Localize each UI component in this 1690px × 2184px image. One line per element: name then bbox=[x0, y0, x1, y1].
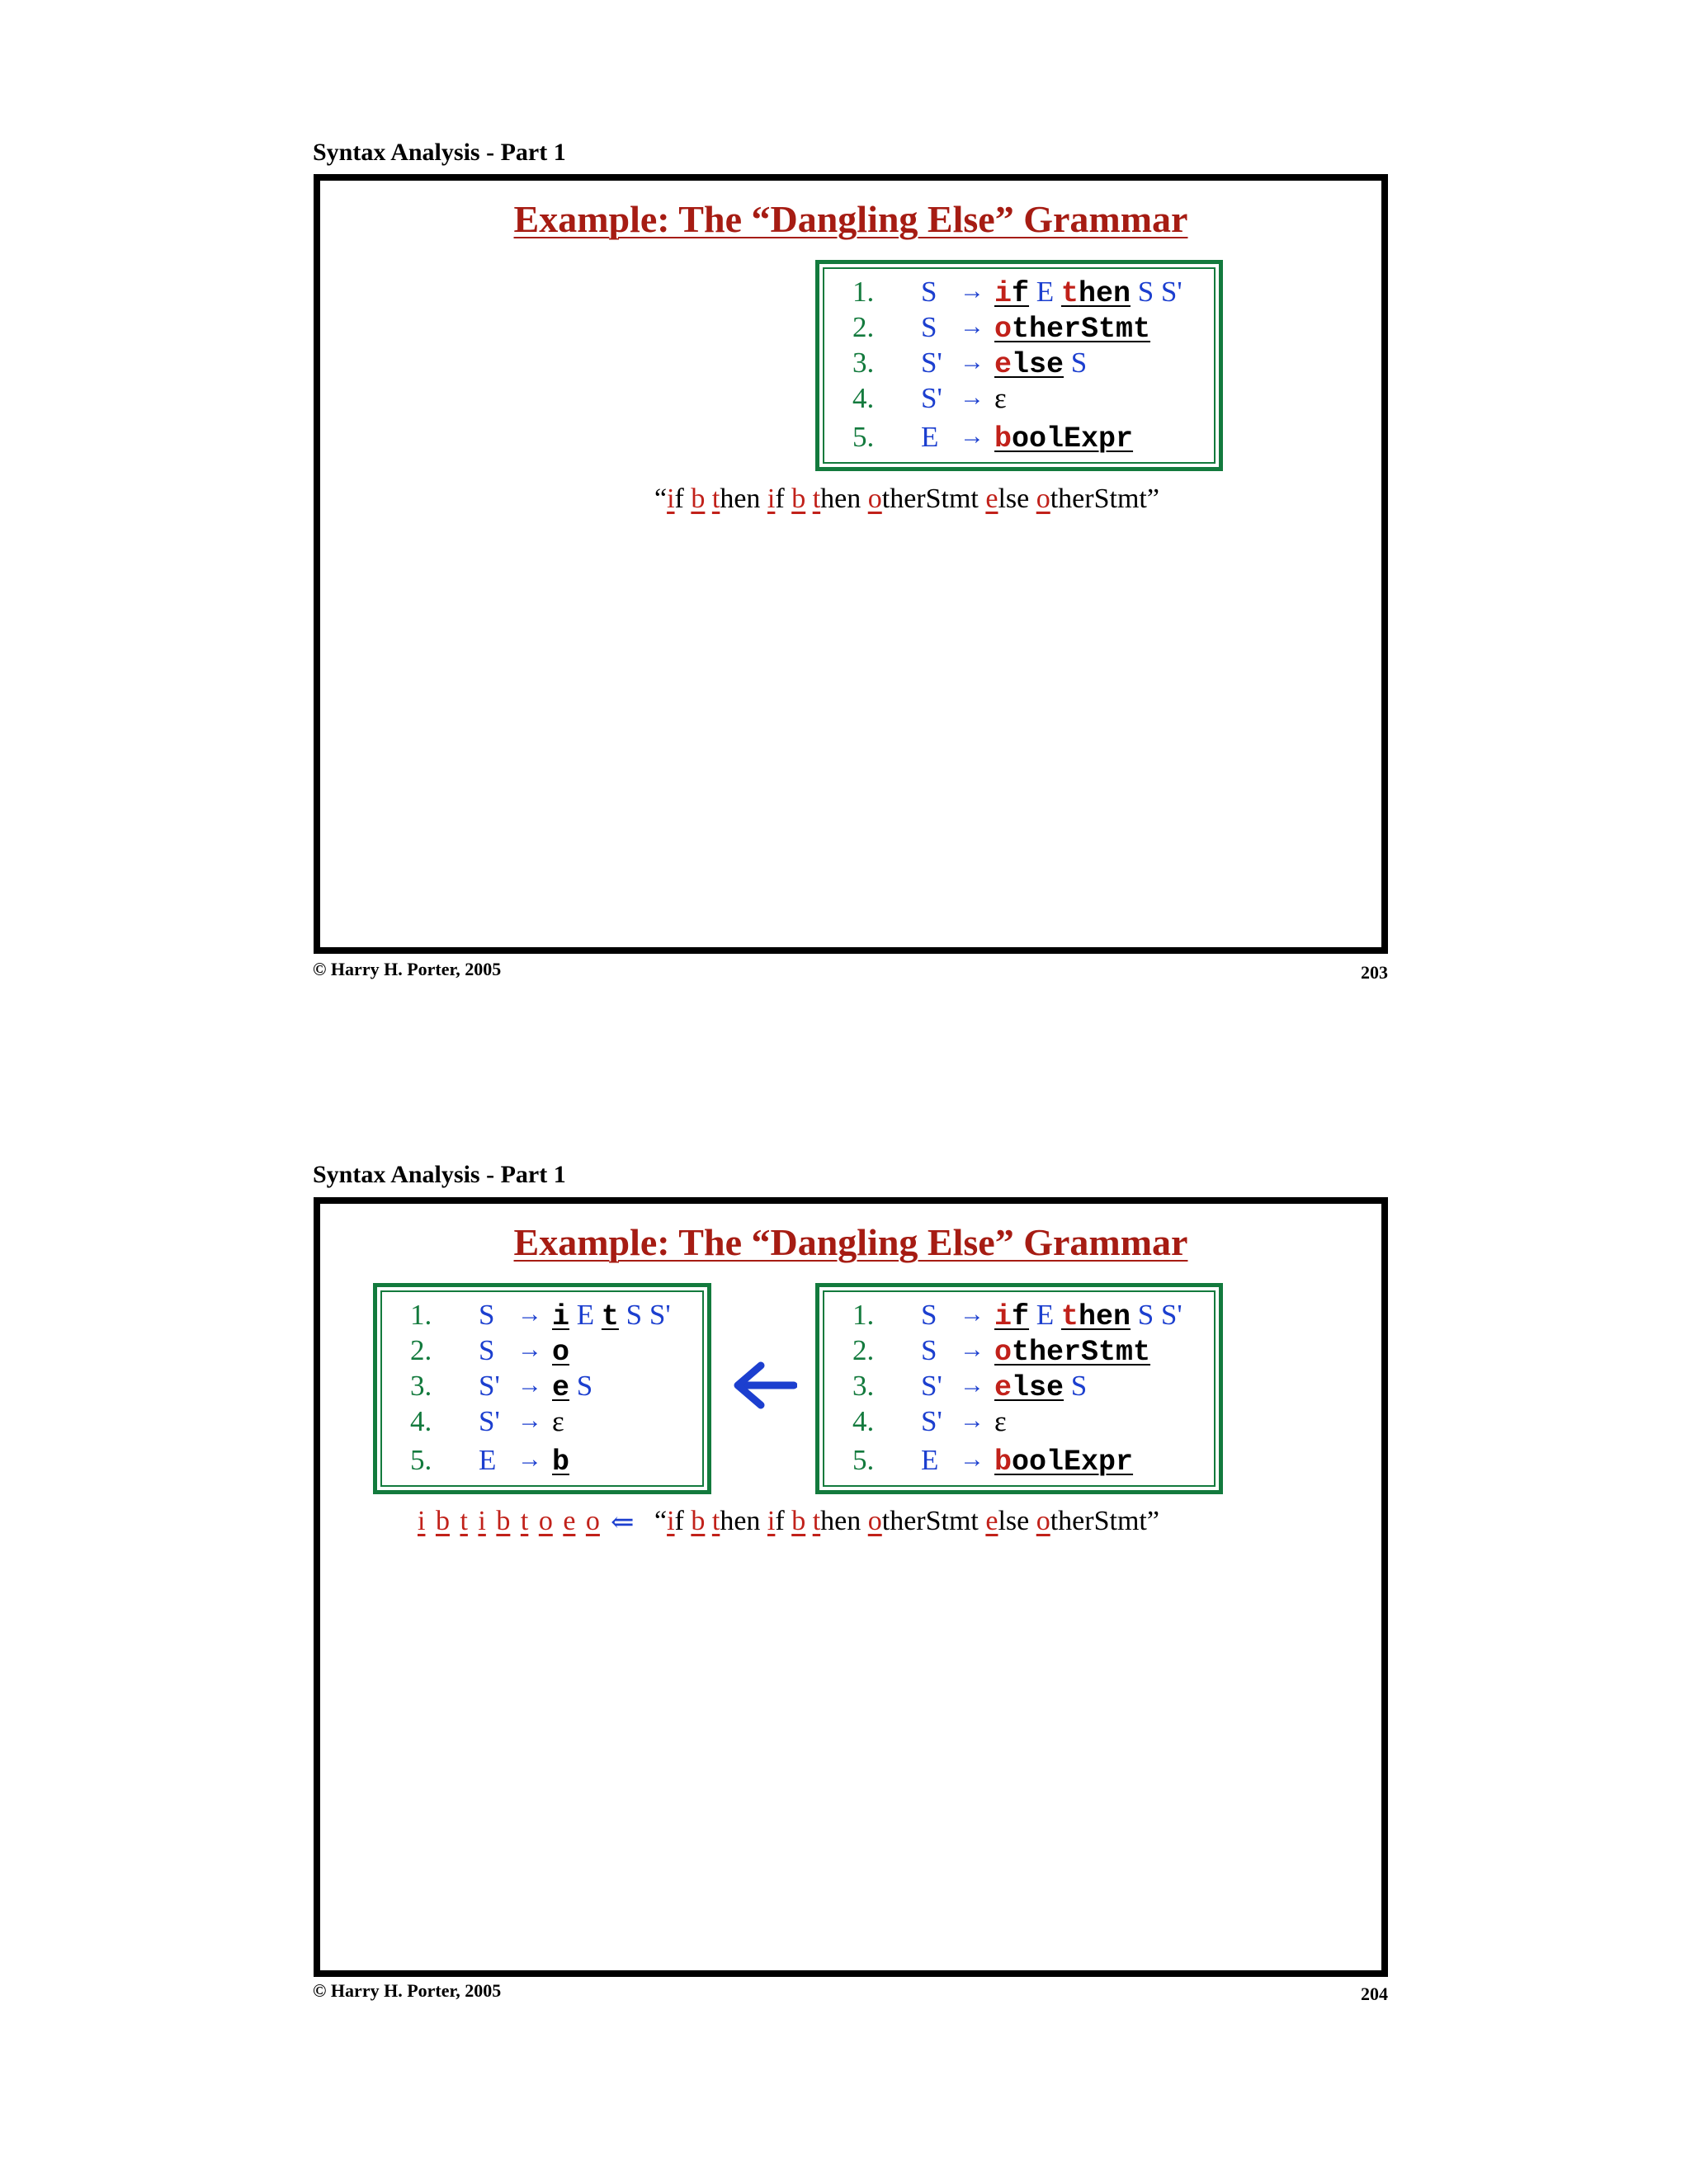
token-sequence bbox=[418, 1506, 600, 1537]
implies-arrow: ⇐ bbox=[611, 1507, 635, 1538]
rule-rhs: i E t S S' bbox=[552, 1299, 671, 1333]
token: b bbox=[496, 1506, 511, 1536]
rule-rhs: else S bbox=[994, 1370, 1088, 1404]
rule-rhs: otherStmt bbox=[994, 313, 1151, 346]
example-sentence: “if b then if b then otherStmt else otherStmt” bbox=[654, 1506, 1159, 1536]
token: o bbox=[585, 1506, 600, 1536]
rule-rhs: if E then S S' bbox=[994, 276, 1183, 310]
example-sentence: “if b then if b then otherStmt else otherStmt” bbox=[654, 483, 1159, 514]
copyright: © Harry H. Porter, 2005 bbox=[313, 1980, 502, 2001]
page-number: 203 bbox=[1361, 962, 1388, 983]
rule-rhs: boolExpr bbox=[994, 422, 1134, 455]
rule-rhs: otherStmt bbox=[994, 1336, 1151, 1369]
epsilon: ε bbox=[552, 1405, 564, 1437]
rule-rhs: e S bbox=[552, 1370, 593, 1404]
token: e bbox=[563, 1506, 576, 1536]
original-grammar-box: 1. S → if E then S S' 2. S → otherStmt 3. S' → else S 4. S' → ε 5. E → boolExpr bbox=[815, 260, 1223, 471]
token: t bbox=[520, 1506, 529, 1536]
epsilon: ε bbox=[994, 1405, 1007, 1437]
rule-rhs: o bbox=[552, 1336, 570, 1369]
slide-frame bbox=[314, 1197, 1388, 1977]
abbreviated-grammar-box: 1. S → i E t S S' 2. S → o 3. S' → e S 4. S' → ε 5. E → b bbox=[373, 1283, 711, 1494]
rule-rhs: if E then S S' bbox=[994, 1299, 1183, 1333]
epsilon: ε bbox=[994, 382, 1007, 414]
token: b bbox=[435, 1506, 450, 1536]
copyright: © Harry H. Porter, 2005 bbox=[313, 959, 502, 979]
slide-header: Syntax Analysis - Part 1 bbox=[313, 139, 566, 166]
left-arrow-icon bbox=[729, 1361, 797, 1410]
rule-rhs: boolExpr bbox=[994, 1446, 1134, 1479]
original-grammar-box: 1. S → if E then S S' 2. S → otherStmt 3. S' → else S 4. S' → ε 5. E → boolExpr bbox=[815, 1283, 1223, 1494]
slide-title: Example: The “Dangling Else” Grammar bbox=[513, 1221, 1188, 1263]
token: i bbox=[478, 1506, 486, 1536]
rule-rhs: else S bbox=[994, 347, 1088, 381]
token: o bbox=[538, 1506, 553, 1536]
rule-rhs: b bbox=[552, 1446, 570, 1479]
slide-header: Syntax Analysis - Part 1 bbox=[313, 1161, 566, 1188]
slide-frame bbox=[314, 174, 1388, 954]
page-number: 204 bbox=[1361, 1984, 1388, 2004]
token: i bbox=[418, 1506, 426, 1536]
slide-title: Example: The “Dangling Else” Grammar bbox=[513, 198, 1188, 240]
token: t bbox=[460, 1506, 468, 1536]
